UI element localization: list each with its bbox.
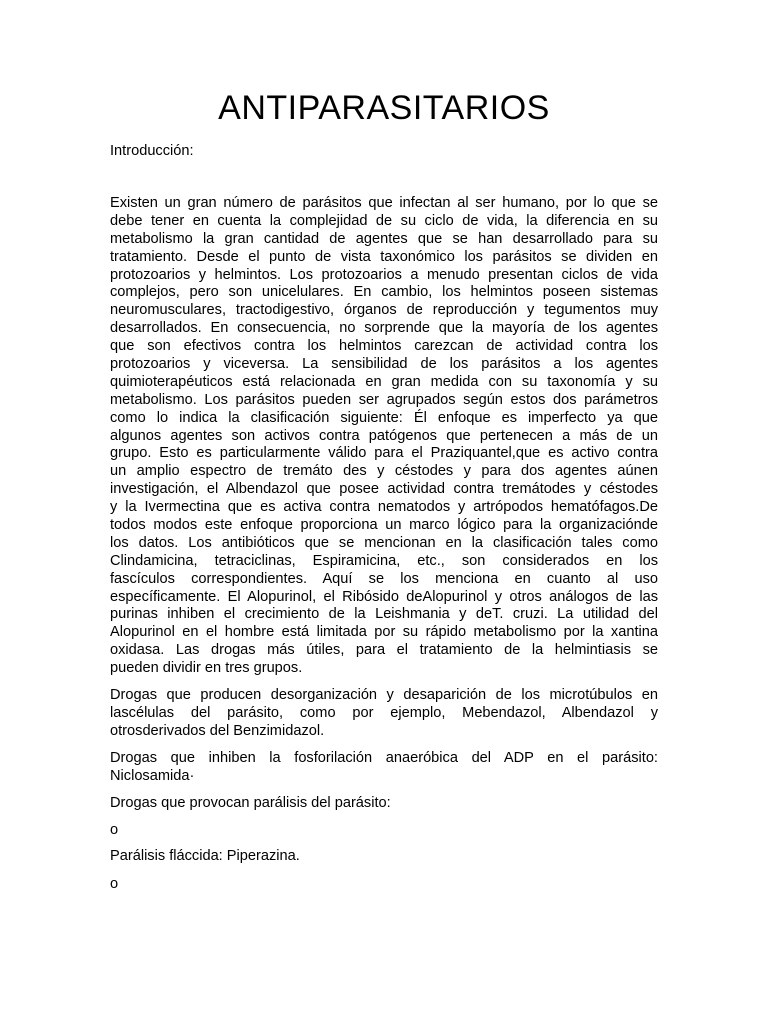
text-line: tratamiento. Desde el punto de vista taxonómico los parásitos se dividen en [110,248,658,265]
text-line: pueden dividir en tres grupos. [110,660,303,677]
paragraph-microtubules [110,687,658,741]
text-line: Niclosamida· [110,767,195,784]
text-line: Drogas que producen desorganización y desaparición de los microtúbulos en [110,687,658,704]
document-title: ANTIPARASITARIOS [218,89,550,127]
text-line: Alopurinol en el hombre está limitada por su rápido metabolismo por la xantina [110,624,658,641]
text-line: oxidasa. Las drogas más útiles, para el tratamiento de la helmintiasis se [110,642,658,659]
text-line: Drogas que inhiben la fosforilación anaeróbica del ADP en el parásito: [110,749,658,766]
paragraph-phosphorylation [110,750,658,786]
text-line: protozoarios y helmintos. Los protozoarios a menudo presentan ciclos de vida [110,266,658,283]
text-line: debe tener en cuenta la complejidad de su ciclo de vida, la diferencia en su [110,212,658,229]
text-line: complejos, pero son unicelulares. En cambio, los helmintos poseen sistemas [110,284,658,301]
paragraph-paralysis: Drogas que provocan parálisis del parásito: [110,794,391,811]
text-line: fascículos correspondientes. Aquí se los menciona en cuanto al uso [110,570,658,587]
intro-heading: Introducción: [110,143,194,159]
text-line: neuromusculares, tractodigestivo, órganos de reproducción y tegumentos muy [110,302,658,319]
text-line: Clindamicina, tetraciclinas, Espiramicina, etc., son considerados en los [110,552,658,569]
bullet-marker: o [110,876,119,893]
text-line: como lo indica la clasificación siguiente: Él enfoque es imperfecto ya que [110,409,658,426]
text-line: que son efectivos contra los helmintos carezcan de actividad contra los [110,338,658,355]
text-line: metabolismo la gran cantidad de agentes que se han desarrollado para su [110,230,658,247]
text-line: específicamente. El Alopurinol, el Ribósido deAlopurinol y otros análogos de las [110,588,658,605]
text-line: investigación, el Albendazol que posee actividad contra tremátodes y céstodes [110,481,658,498]
text-line: purinas inhiben el crecimiento de la Leishmania y deT. cruzi. La utilidad del [110,606,658,623]
text-line: los datos. Los antibióticos que se mencionan en la clasificación tales como [110,534,658,551]
document-page [110,88,658,902]
bullet-marker: o [110,822,119,839]
text-line: todos modos este enfoque proporciona un marco lógico para la organizaciónde [110,517,658,534]
paragraph-flaccid-paralysis: Parálisis fláccida: Piperazina. [110,848,300,865]
text-line: otrosderivados del Benzimidazol. [110,722,325,739]
text-line: grupo. Esto es particularmente válido para el Praziquantel,que es activo contra [110,445,658,462]
text-line: un amplio espectro de tremáto des y céstodes y para dos agentes aúnen [110,463,658,480]
text-line: quimioterapéuticos está relacionada en gran medida con su taxonomía y su [110,373,658,390]
text-line: lascélulas del parásito, como por ejemplo, Mebendazol, Albendazol y [110,704,658,721]
text-line: y la Ivermectina que es activa contra nematodos y artrópodos hematófagos.De [110,499,658,516]
text-line: algunos agentes son activos contra patógenos que pertenecen a más de un [110,427,658,444]
text-line: Existen un gran número de parásitos que infectan al ser humano, por lo que se [110,195,658,211]
text-line: protozoarios y viceversa. La sensibilidad de los parásitos a los agentes [110,356,658,373]
main-paragraph [110,195,658,678]
text-line: desarrollados. En consecuencia, no sorprende que la mayoría de los agentes [110,320,658,337]
text-line: metabolismo. Los parásitos pueden ser agrupados según estos dos parámetros [110,391,658,408]
